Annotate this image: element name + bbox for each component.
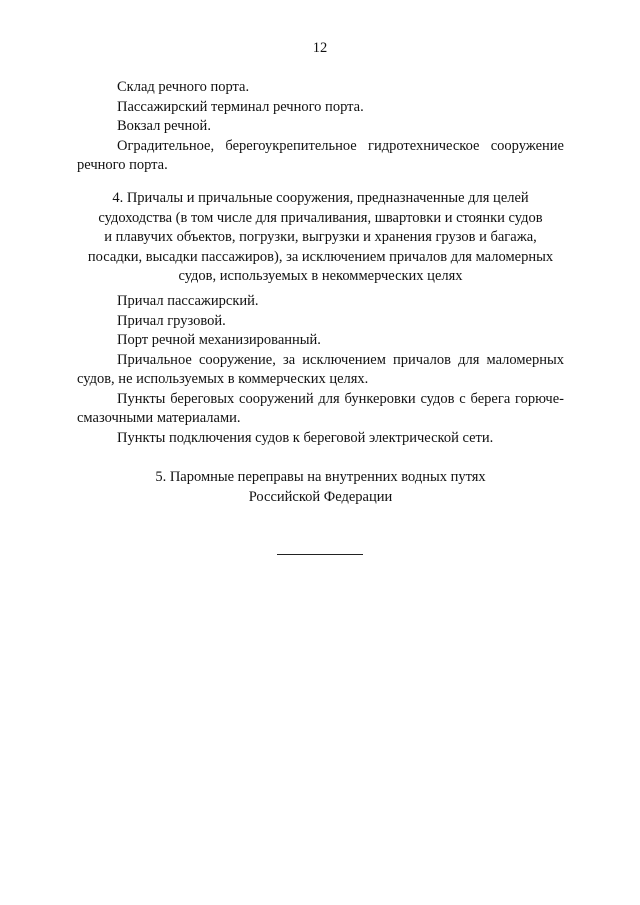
section-5-heading [77,468,564,507]
heading-line: Российской Федерации [248,488,393,505]
list-item: Вокзал речной. [117,118,211,134]
list-item: Склад речного порта. [117,79,250,95]
section-4-heading [77,189,564,287]
heading-line: и плавучих объектов, погрузки, выгрузки и хранения грузов и багажа, [104,229,537,245]
list-item: Оградительное, берегоукрепительное гидротехническое сооружение речного порта. [77,137,564,173]
heading-line: посадки, высадки пассажиров), за исключением причалов для маломерных [87,248,554,265]
list-item: Пункты подключения судов к береговой электрической сети. [117,429,494,446]
list-item: Порт речной механизированный. [117,332,321,348]
heading-line: судоходства (в том числе для причаливания, швартовки и стоянки судов [98,209,543,226]
end-of-section-rule [277,554,363,555]
page-number: 12 [312,40,328,56]
heading-line: судов, используемых в некоммерческих целях [178,268,463,284]
heading-line: 5. Паромные переправы на внутренних водных путях [155,469,486,485]
list-item: Причал пассажирский. [117,293,259,309]
list-item: Причальное сооружение, за исключением причалов для маломерных судов, не используемых в коммерческих целях. [77,351,564,387]
list-item: Пассажирский терминал речного порта. [117,98,364,115]
section-3-list [77,78,564,176]
heading-line: 4. Причалы и причальные сооружения, предназначенные для целей [112,190,529,206]
list-item: Пункты береговых сооружений для бункеровки судов с берега горюче-смазочными материалами. [77,390,564,426]
list-item: Причал грузовой. [117,312,226,329]
section-4-list [77,292,564,448]
